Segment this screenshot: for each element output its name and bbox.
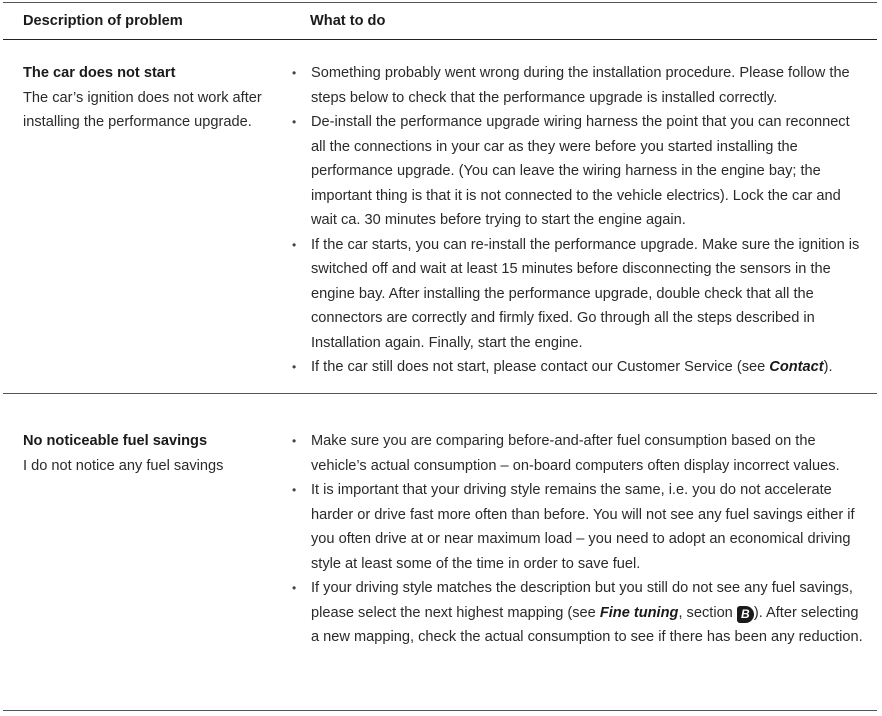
bullet-icon: •: [292, 581, 297, 595]
list-item: [290, 478, 865, 576]
solution-list: [290, 61, 865, 380]
section-b-badge-icon: B: [737, 606, 754, 623]
bullet-icon: •: [292, 115, 297, 129]
step-text-end: ).: [823, 359, 833, 375]
problem-title: The car does not start: [23, 65, 176, 81]
contact-reference: Contact: [769, 359, 824, 375]
list-item: [290, 429, 865, 478]
step-text-end: ). After selecting a new mapping, check the actual consumption to see if there has been any reduction.: [311, 604, 863, 645]
step-text: Something probably went wrong during the installation procedure. Please follow the steps below to check that the performance upgrade is installed correctly.: [311, 65, 850, 106]
header-description-of-problem: Description of problem: [23, 12, 183, 29]
bullet-icon: •: [292, 360, 297, 374]
bullet-icon: •: [292, 66, 297, 80]
problem-cell: [3, 429, 290, 710]
troubleshooting-table: [3, 2, 877, 711]
step-text: If your driving style matches the description but you still do not see any fuel savings, please select the next highest mapping (see: [311, 580, 853, 621]
table-header: [3, 3, 877, 40]
step-text: It is important that your driving style remains the same, i.e. you do not accelerate harder or drive fast more often than before. You will not see any fuel savings either if you often drive at or near maximum load – you need to adopt an economical driving style at least some of the time in order to save fuel.: [311, 482, 855, 572]
step-text: If the car starts, you can re-install the performance upgrade. Make sure the ignition is switched off and wait at least 15 minutes before disconnecting the sensors in the engine bay. After installing the performance upgrade, double check that all the connectors are correctly and firmly fixed. Go through all the steps described in Installation again. Finally, start the engine.: [311, 236, 860, 351]
list-item: [290, 355, 865, 380]
step-text-middle: , section: [678, 604, 737, 621]
step-text: De-install the performance upgrade wiring harness the point that you can reconnect all the connections in your car as they were before you started installing the performance upgrade. (You can leave the wiring harness in the engine bay; the important thing is that it is not connected to the vehicle electrics). Lock the car and wait ca. 30 minutes before trying to start the engine again.: [311, 114, 850, 228]
table-row: [3, 40, 877, 394]
problem-description: The car’s ignition does not work after installing the performance upgrade.: [23, 89, 262, 130]
bullet-icon: •: [292, 434, 297, 448]
problem-title: No noticeable fuel savings: [23, 433, 208, 449]
step-text: If the car still does not start, please contact our Customer Service (see: [311, 359, 770, 375]
step-text: Make sure you are comparing before-and-after fuel consumption based on the vehicle’s actual consumption – on-board computers often display incorrect values.: [311, 433, 840, 474]
solution-list: [290, 429, 865, 650]
list-item: [290, 233, 865, 356]
problem-cell: [3, 61, 290, 393]
list-item: [290, 110, 865, 233]
bullet-icon: •: [292, 483, 297, 497]
solution-cell: [290, 429, 877, 710]
problem-description: I do not notice any fuel savings: [23, 457, 224, 474]
list-item: [290, 576, 865, 650]
table-row: [3, 394, 877, 711]
list-item: [290, 61, 865, 110]
bullet-icon: •: [292, 237, 297, 252]
header-what-to-do: What to do: [310, 12, 386, 29]
solution-cell: [290, 61, 877, 393]
fine-tuning-reference: Fine tuning: [599, 604, 679, 621]
